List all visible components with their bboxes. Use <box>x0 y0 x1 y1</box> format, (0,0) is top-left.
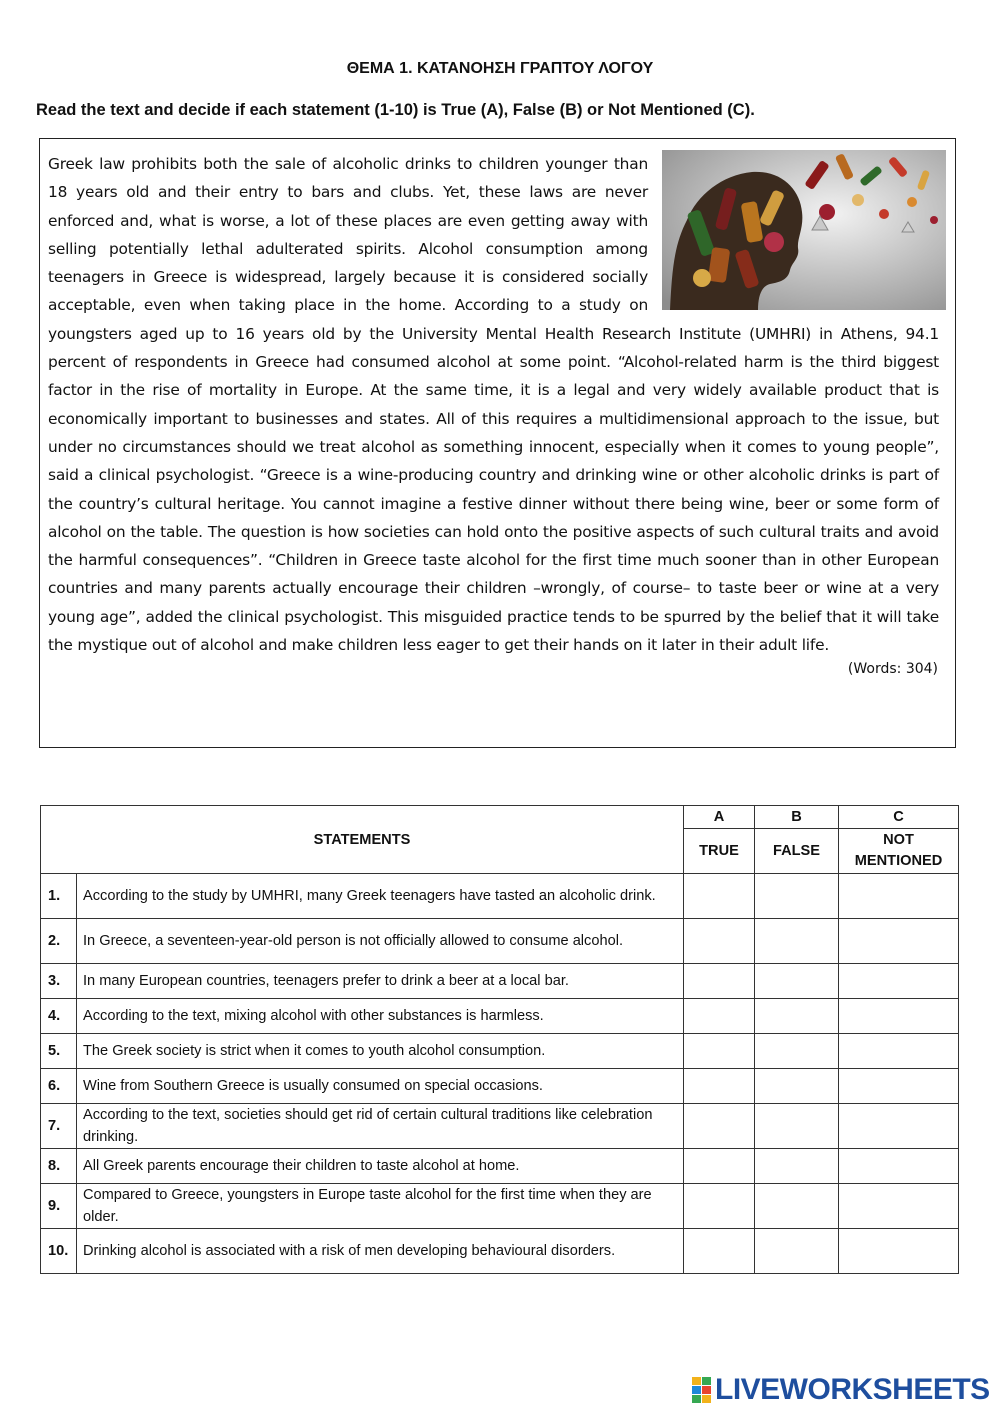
answer-false-cell[interactable] <box>755 874 839 919</box>
passage-text: Greek law prohibits both the sale of alcoholic drinks to children younger than 18 years old and their entry to bars and clubs. Yet, these laws are never enforced and, what is worse, a lot of these places are even getting away with selling potentially lethal adulterated spirits. Alcohol consumption among teenagers in Greece is widespread, largely because it is considered socially acceptable, even when taking place in the home. According to a study on youngsters aged up to 16 years old by the University Mental Health Research Institute (UMHRI) in Athens, 94.1 percent of respondents in Greece had consumed alcohol at some point. “Alcohol-related harm is the third biggest factor in the rise of mortality in Europe. At the same time, it is a legal and very widely available product that is economically important to businesses and states. All of this requires a multidimensional approach to the issue, but under no circumstances should we treat alcohol as something innocent, especially when it comes to young people”, said a clinical psychologist. “Greece is a wine-producing country and drinking wine or other alcoholic drinks is part of the country’s cultural heritage. You cannot imagine a festive dinner without there being wine, beer or some form of alcohol on the table. The question is how societies can hold onto the positive aspects of such cultural traits and avoid the harmful consequences”. “Children in Greece taste alcohol for the first time much sooner than in other European countries and many parents actually encourage their children –wrongly, of course– to taste beer or wine at a very young age”, added the clinical psychologist. This misguided practice tends to be spurred by the belief that it will take the mystique out of alcohol and make children less eager to get their hands on it later in their adult life. <box>48 155 939 655</box>
answer-false-cell[interactable] <box>755 1069 839 1104</box>
statement-text: According to the study by UMHRI, many Greek teenagers have tasted an alcoholic drink. <box>77 874 684 919</box>
statement-number: 7. <box>41 1104 77 1149</box>
answer-false-cell[interactable] <box>755 964 839 999</box>
instructions: Read the text and decide if each statement (1-10) is True (A), False (B) or Not Mentioned (C). <box>36 101 755 119</box>
answer-true-cell[interactable] <box>684 1149 755 1184</box>
column-letter-c: C <box>839 806 959 829</box>
answer-false-cell[interactable] <box>755 1149 839 1184</box>
table-row <box>41 1229 959 1274</box>
answer-true-cell[interactable] <box>684 1229 755 1274</box>
statement-text: The Greek society is strict when it comes to youth alcohol consumption. <box>77 1034 684 1069</box>
statements-header: STATEMENTS <box>41 806 684 874</box>
statement-number: 6. <box>41 1069 77 1104</box>
answer-true-cell[interactable] <box>684 1184 755 1229</box>
table-row <box>41 1149 959 1184</box>
answer-false-cell[interactable] <box>755 919 839 964</box>
table-row <box>41 1104 959 1149</box>
statement-number: 3. <box>41 964 77 999</box>
answer-false-cell[interactable] <box>755 1034 839 1069</box>
reading-passage-box <box>39 138 956 748</box>
liveworksheets-logo <box>692 1373 990 1407</box>
answer-false-cell[interactable] <box>755 1229 839 1274</box>
answer-true-cell[interactable] <box>684 999 755 1034</box>
statement-number: 10. <box>41 1229 77 1274</box>
answer-not-mentioned-cell[interactable] <box>839 1104 959 1149</box>
table-row <box>41 1069 959 1104</box>
word-count: (Words: 304) <box>847 661 938 678</box>
statement-number: 1. <box>41 874 77 919</box>
answer-true-cell[interactable] <box>684 874 755 919</box>
answer-not-mentioned-cell[interactable] <box>839 1184 959 1229</box>
alcohol-head-illustration <box>662 150 946 310</box>
statement-text: All Greek parents encourage their children to taste alcohol at home. <box>77 1149 684 1184</box>
answer-not-mentioned-cell[interactable] <box>839 874 959 919</box>
statement-text: In many European countries, teenagers prefer to drink a beer at a local bar. <box>77 964 684 999</box>
answer-false-cell[interactable] <box>755 1104 839 1149</box>
page-heading: ΘΕΜΑ 1. ΚΑΤΑΝΟΗΣΗ ΓΡΑΠΤΟΥ ΛΟΓΟΥ <box>346 60 654 77</box>
answer-not-mentioned-cell[interactable] <box>839 1229 959 1274</box>
head-bottles-image <box>662 150 946 310</box>
liveworksheets-logo-text: LIVEWORKSHEETS <box>715 1373 990 1406</box>
answer-not-mentioned-cell[interactable] <box>839 1034 959 1069</box>
answer-false-cell[interactable] <box>755 999 839 1034</box>
column-not-mentioned: NOT MENTIONED <box>839 829 959 874</box>
liveworksheets-logo-icon <box>692 1377 712 1403</box>
statement-text: Drinking alcohol is associated with a risk of men developing behavioural disorders. <box>77 1229 684 1274</box>
table-row <box>41 874 959 919</box>
answer-not-mentioned-cell[interactable] <box>839 919 959 964</box>
statement-number: 4. <box>41 999 77 1034</box>
answer-true-cell[interactable] <box>684 964 755 999</box>
answer-not-mentioned-cell[interactable] <box>839 1069 959 1104</box>
statements-table <box>40 805 959 1274</box>
column-letter-b: B <box>755 806 839 829</box>
answer-not-mentioned-cell[interactable] <box>839 999 959 1034</box>
answer-false-cell[interactable] <box>755 1184 839 1229</box>
statement-text: Compared to Greece, youngsters in Europe taste alcohol for the first time when they are older. <box>77 1184 684 1229</box>
column-letter-a: A <box>684 806 755 829</box>
statement-number: 5. <box>41 1034 77 1069</box>
table-row <box>41 964 959 999</box>
table-row <box>41 1034 959 1069</box>
statement-text: Wine from Southern Greece is usually consumed on special occasions. <box>77 1069 684 1104</box>
statement-number: 9. <box>41 1184 77 1229</box>
answer-true-cell[interactable] <box>684 1069 755 1104</box>
table-row <box>41 919 959 964</box>
statement-number: 2. <box>41 919 77 964</box>
answer-true-cell[interactable] <box>684 919 755 964</box>
statement-text: In Greece, a seventeen-year-old person is not officially allowed to consume alcohol. <box>77 919 684 964</box>
statement-text: According to the text, mixing alcohol with other substances is harmless. <box>77 999 684 1034</box>
answer-not-mentioned-cell[interactable] <box>839 964 959 999</box>
answer-not-mentioned-cell[interactable] <box>839 1149 959 1184</box>
statement-number: 8. <box>41 1149 77 1184</box>
statement-text: According to the text, societies should get rid of certain cultural traditions like celebration drinking. <box>77 1104 684 1149</box>
table-row <box>41 1184 959 1229</box>
column-true: TRUE <box>684 829 755 874</box>
answer-true-cell[interactable] <box>684 1034 755 1069</box>
table-row <box>41 999 959 1034</box>
answer-true-cell[interactable] <box>684 1104 755 1149</box>
column-false: FALSE <box>755 829 839 874</box>
